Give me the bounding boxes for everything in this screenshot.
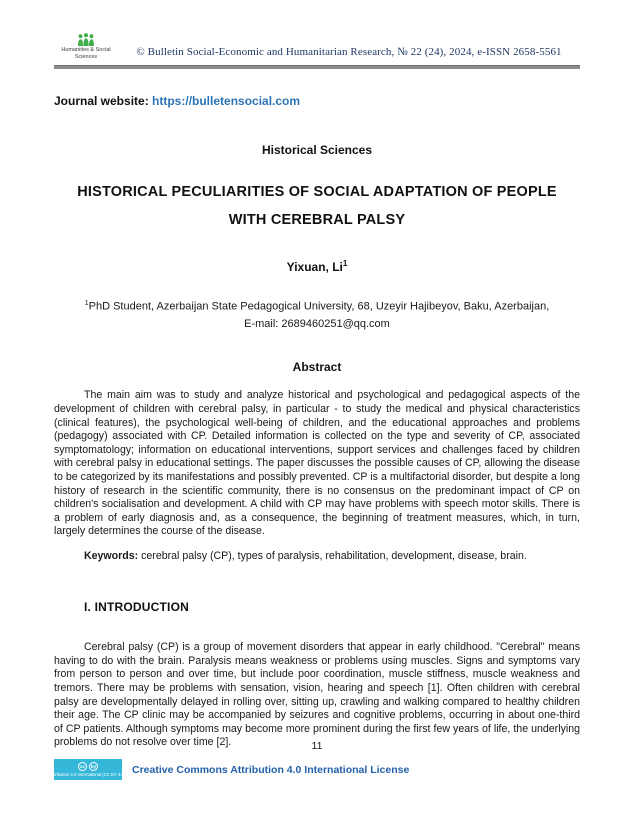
paper-title: HISTORICAL PECULIARITIES OF SOCIAL ADAPTATION OF PEOPLE WITH CEREBRAL PALSY (77, 183, 557, 228)
author-line (54, 259, 580, 274)
journal-website-link[interactable]: https://bulletensocial.com (152, 93, 301, 108)
abstract-text: The main aim was to study and analyze historical and psychological and pedagogical aspects of the development of children with cerebral palsy, in particular - to study the medical and physical characteristics (clinical features), the psychological well-being of children, and the educational approaches and problems (pedagogy) associated with CP. Detailed information is collected on the type and severity of CP, associated symptomatology; information on educational interventions, support services and challenges faced by children with cerebral palsy in educational settings. The paper discusses the possible causes of CP, allowing the disease to be categorized by its manifestations and possibly prevented. CP is a multifactorial disorder, but despite a long history of research in the scientific community, there is no consensus on the predominant impact of CP on children's socialisation and development. A child with CP may have problems with speech motor skills. There is a problem of early diagnosis and, as a consequence, the beginning of treatment measures, which, in turn, largely determines the course of the disease. (54, 389, 580, 538)
keywords-line (54, 550, 580, 564)
author-superscript: 1 (342, 258, 348, 268)
header-divider (54, 65, 580, 69)
introduction-text: Cerebral palsy (CP) is a group of movement disorders that appear in early childhood. "Cerebral" means having to do with the brain. Paralysis means weakness or problems using muscles. Signs and symptoms vary from person to person and over time, but include poor coordination, muscle stiffness, muscle weakness and tremors. There may be problems with sensation, vision, hearing and speech [1]. Often children with cerebral palsy are developmentally delayed in rolling over, sitting up, crawling and walking compared to healthy children their age. The CP clinic may be accompanied by seizures and cognitive problems, occurring in about one-third of CP patients. Although symptoms may become more prominent during the first few years of life, the underlying problems do not resolve over time [2]. (54, 641, 580, 749)
affiliation-line1-text: PhD Student, Azerbaijan State Pedagogical University, 68, Uzeyir Hajibeyov, Baku, Azerbaijan, (88, 300, 550, 313)
author-name: Yixuan, Li (286, 259, 343, 274)
keywords-label: Keywords: (84, 549, 139, 562)
license-link[interactable]: Creative Commons Attribution 4.0 International License (132, 763, 410, 776)
page-footer (50, 740, 580, 780)
section-label: Historical Sciences (261, 142, 373, 157)
cc-by-icon (78, 762, 98, 771)
by-circle-icon: by (90, 764, 97, 769)
introduction-heading: I. INTRODUCTION (84, 600, 189, 615)
journal-header-line: © Bulletin Social-Economic and Humanitarian Research, № 22 (24), 2024, e-ISSN 2658-5561 (136, 45, 562, 58)
page-number: 11 (311, 740, 323, 752)
cc-badge-text: Attribution 4.0 International (CC BY 4.0) (50, 772, 126, 777)
people-icon (76, 33, 96, 46)
cc-circle-icon: cc (79, 764, 85, 769)
license-row (50, 759, 580, 780)
journal-website-line (54, 94, 580, 108)
journal-website-label: Journal website: (54, 93, 153, 108)
abstract-heading: Abstract (292, 360, 342, 375)
affiliation (54, 295, 580, 334)
logo-org-name: Humanities & Social Sciences (61, 47, 111, 60)
keywords-text: cerebral palsy (CP), types of paralysis, rehabilitation, development, disease, brain. (138, 549, 527, 562)
affiliation-line1 (54, 295, 580, 316)
affiliation-line2: E-mail: 2689460251@qq.com (244, 318, 390, 331)
page-header (54, 0, 580, 61)
journal-logo (54, 33, 118, 61)
cc-license-badge[interactable] (50, 759, 126, 780)
affiliation-superscript: 1 (84, 299, 89, 307)
